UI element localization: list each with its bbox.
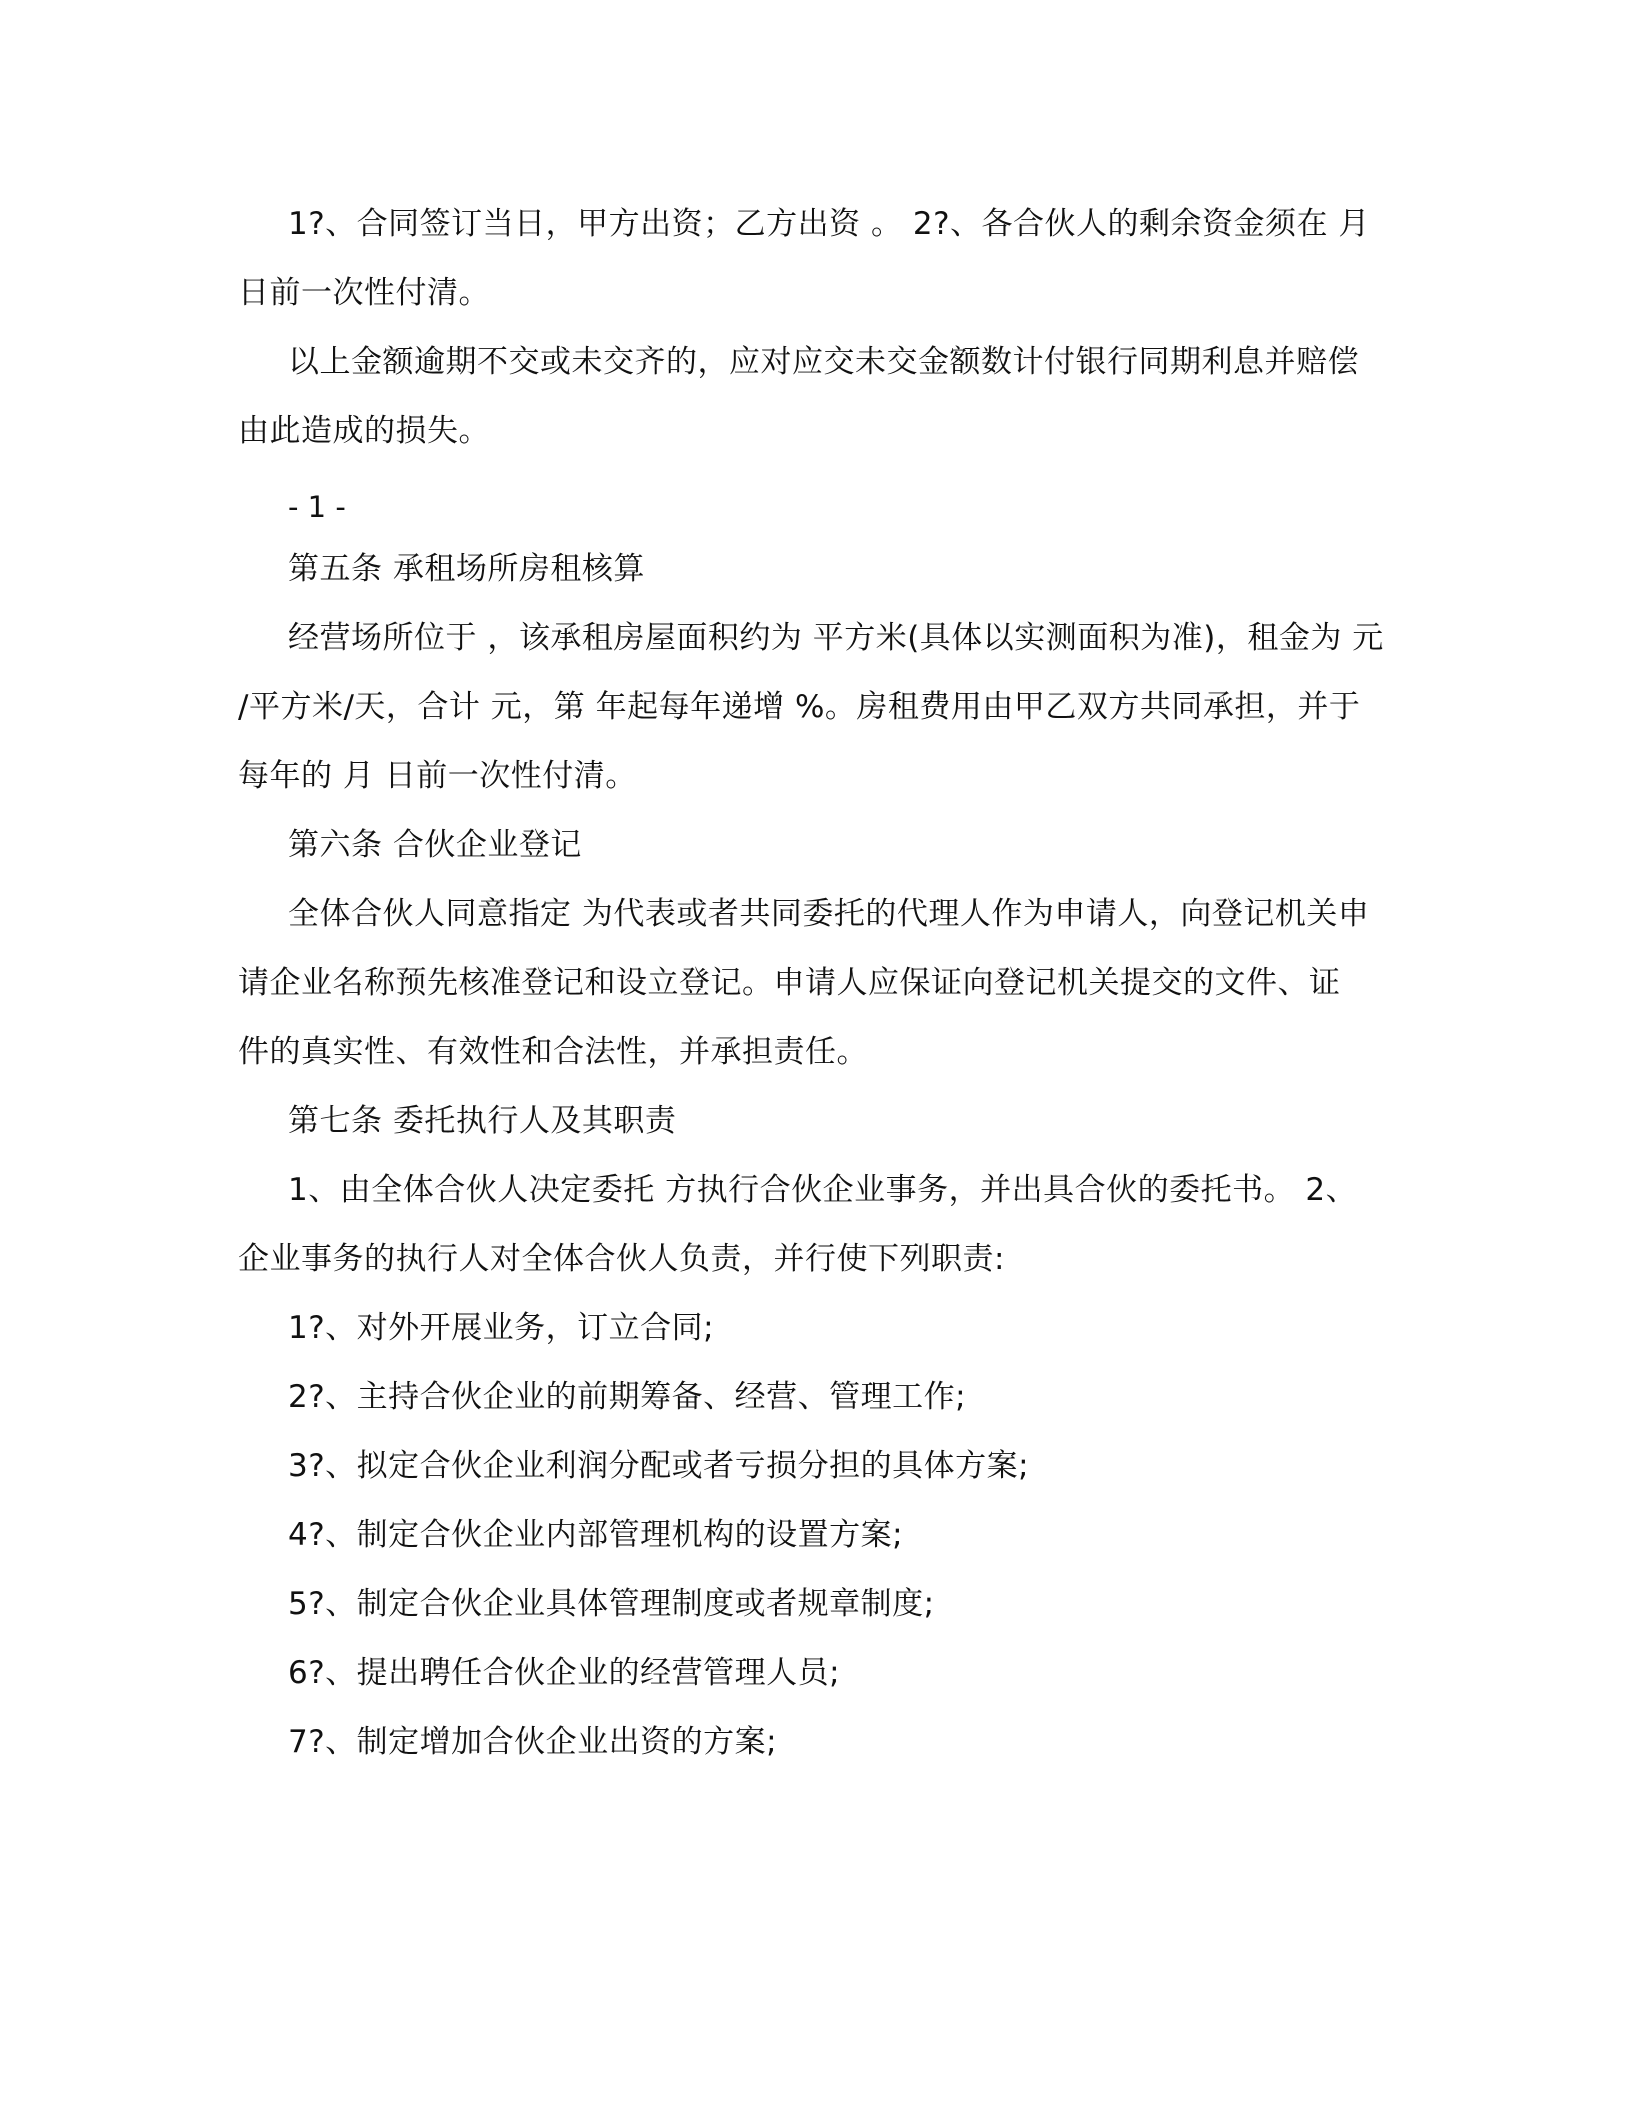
paragraph-line: /平方米/天，合计 元，第 年起每年递增 %。房租费用由甲乙双方共同承担，并于 bbox=[238, 689, 1361, 725]
list-item: 7?、制定增加合伙企业出资的方案; bbox=[288, 1724, 778, 1760]
paragraph-line: 全体合伙人同意指定 为代表或者共同委托的代理人作为申请人，向登记机关申 bbox=[288, 896, 1370, 932]
paragraph-line: 由此造成的损失。 bbox=[238, 413, 490, 449]
paragraph-line: 件的真实性、有效性和合法性，并承担责任。 bbox=[238, 1034, 868, 1070]
paragraph-line: 日前一次性付清。 bbox=[238, 275, 490, 311]
paragraph-line: 经营场所位于 ，该承租房屋面积约为 平方米(具体以实测面积为准)，租金为 元 bbox=[288, 620, 1384, 656]
list-item: 1?、对外开展业务，订立合同; bbox=[288, 1310, 715, 1346]
paragraph-line: 请企业名称预先核准登记和设立登记。申请人应保证向登记机关提交的文件、证 bbox=[238, 965, 1341, 1001]
list-item: 6?、提出聘任合伙企业的经营管理人员; bbox=[288, 1655, 841, 1691]
list-item: 5?、制定合伙企业具体管理制度或者规章制度; bbox=[288, 1586, 935, 1622]
section-heading: 第六条 合伙企业登记 bbox=[288, 827, 582, 863]
paragraph-line: 1、由全体合伙人决定委托 方执行合伙企业事务，并出具合伙的委托书。 2、 bbox=[288, 1172, 1358, 1208]
page-number: - 1 - bbox=[288, 490, 346, 524]
paragraph-line: 以上金额逾期不交或未交齐的，应对应交未交金额数计付银行同期利息并赔偿 bbox=[288, 344, 1359, 380]
paragraph-line: 企业事务的执行人对全体合伙人负责，并行使下列职责: bbox=[238, 1241, 1005, 1277]
list-item: 3?、拟定合伙企业利润分配或者亏损分担的具体方案; bbox=[288, 1448, 1030, 1484]
paragraph-line: 每年的 月 日前一次性付清。 bbox=[238, 758, 637, 794]
paragraph-line: 1?、合同签订当日，甲方出资；乙方出资 。 2?、各合伙人的剩余资金须在 月 bbox=[288, 206, 1370, 242]
section-heading: 第七条 委托执行人及其职责 bbox=[288, 1103, 677, 1139]
list-item: 4?、制定合伙企业内部管理机构的设置方案; bbox=[288, 1517, 904, 1553]
section-heading: 第五条 承租场所房租核算 bbox=[288, 551, 645, 587]
list-item: 2?、主持合伙企业的前期筹备、经营、管理工作; bbox=[288, 1379, 967, 1415]
